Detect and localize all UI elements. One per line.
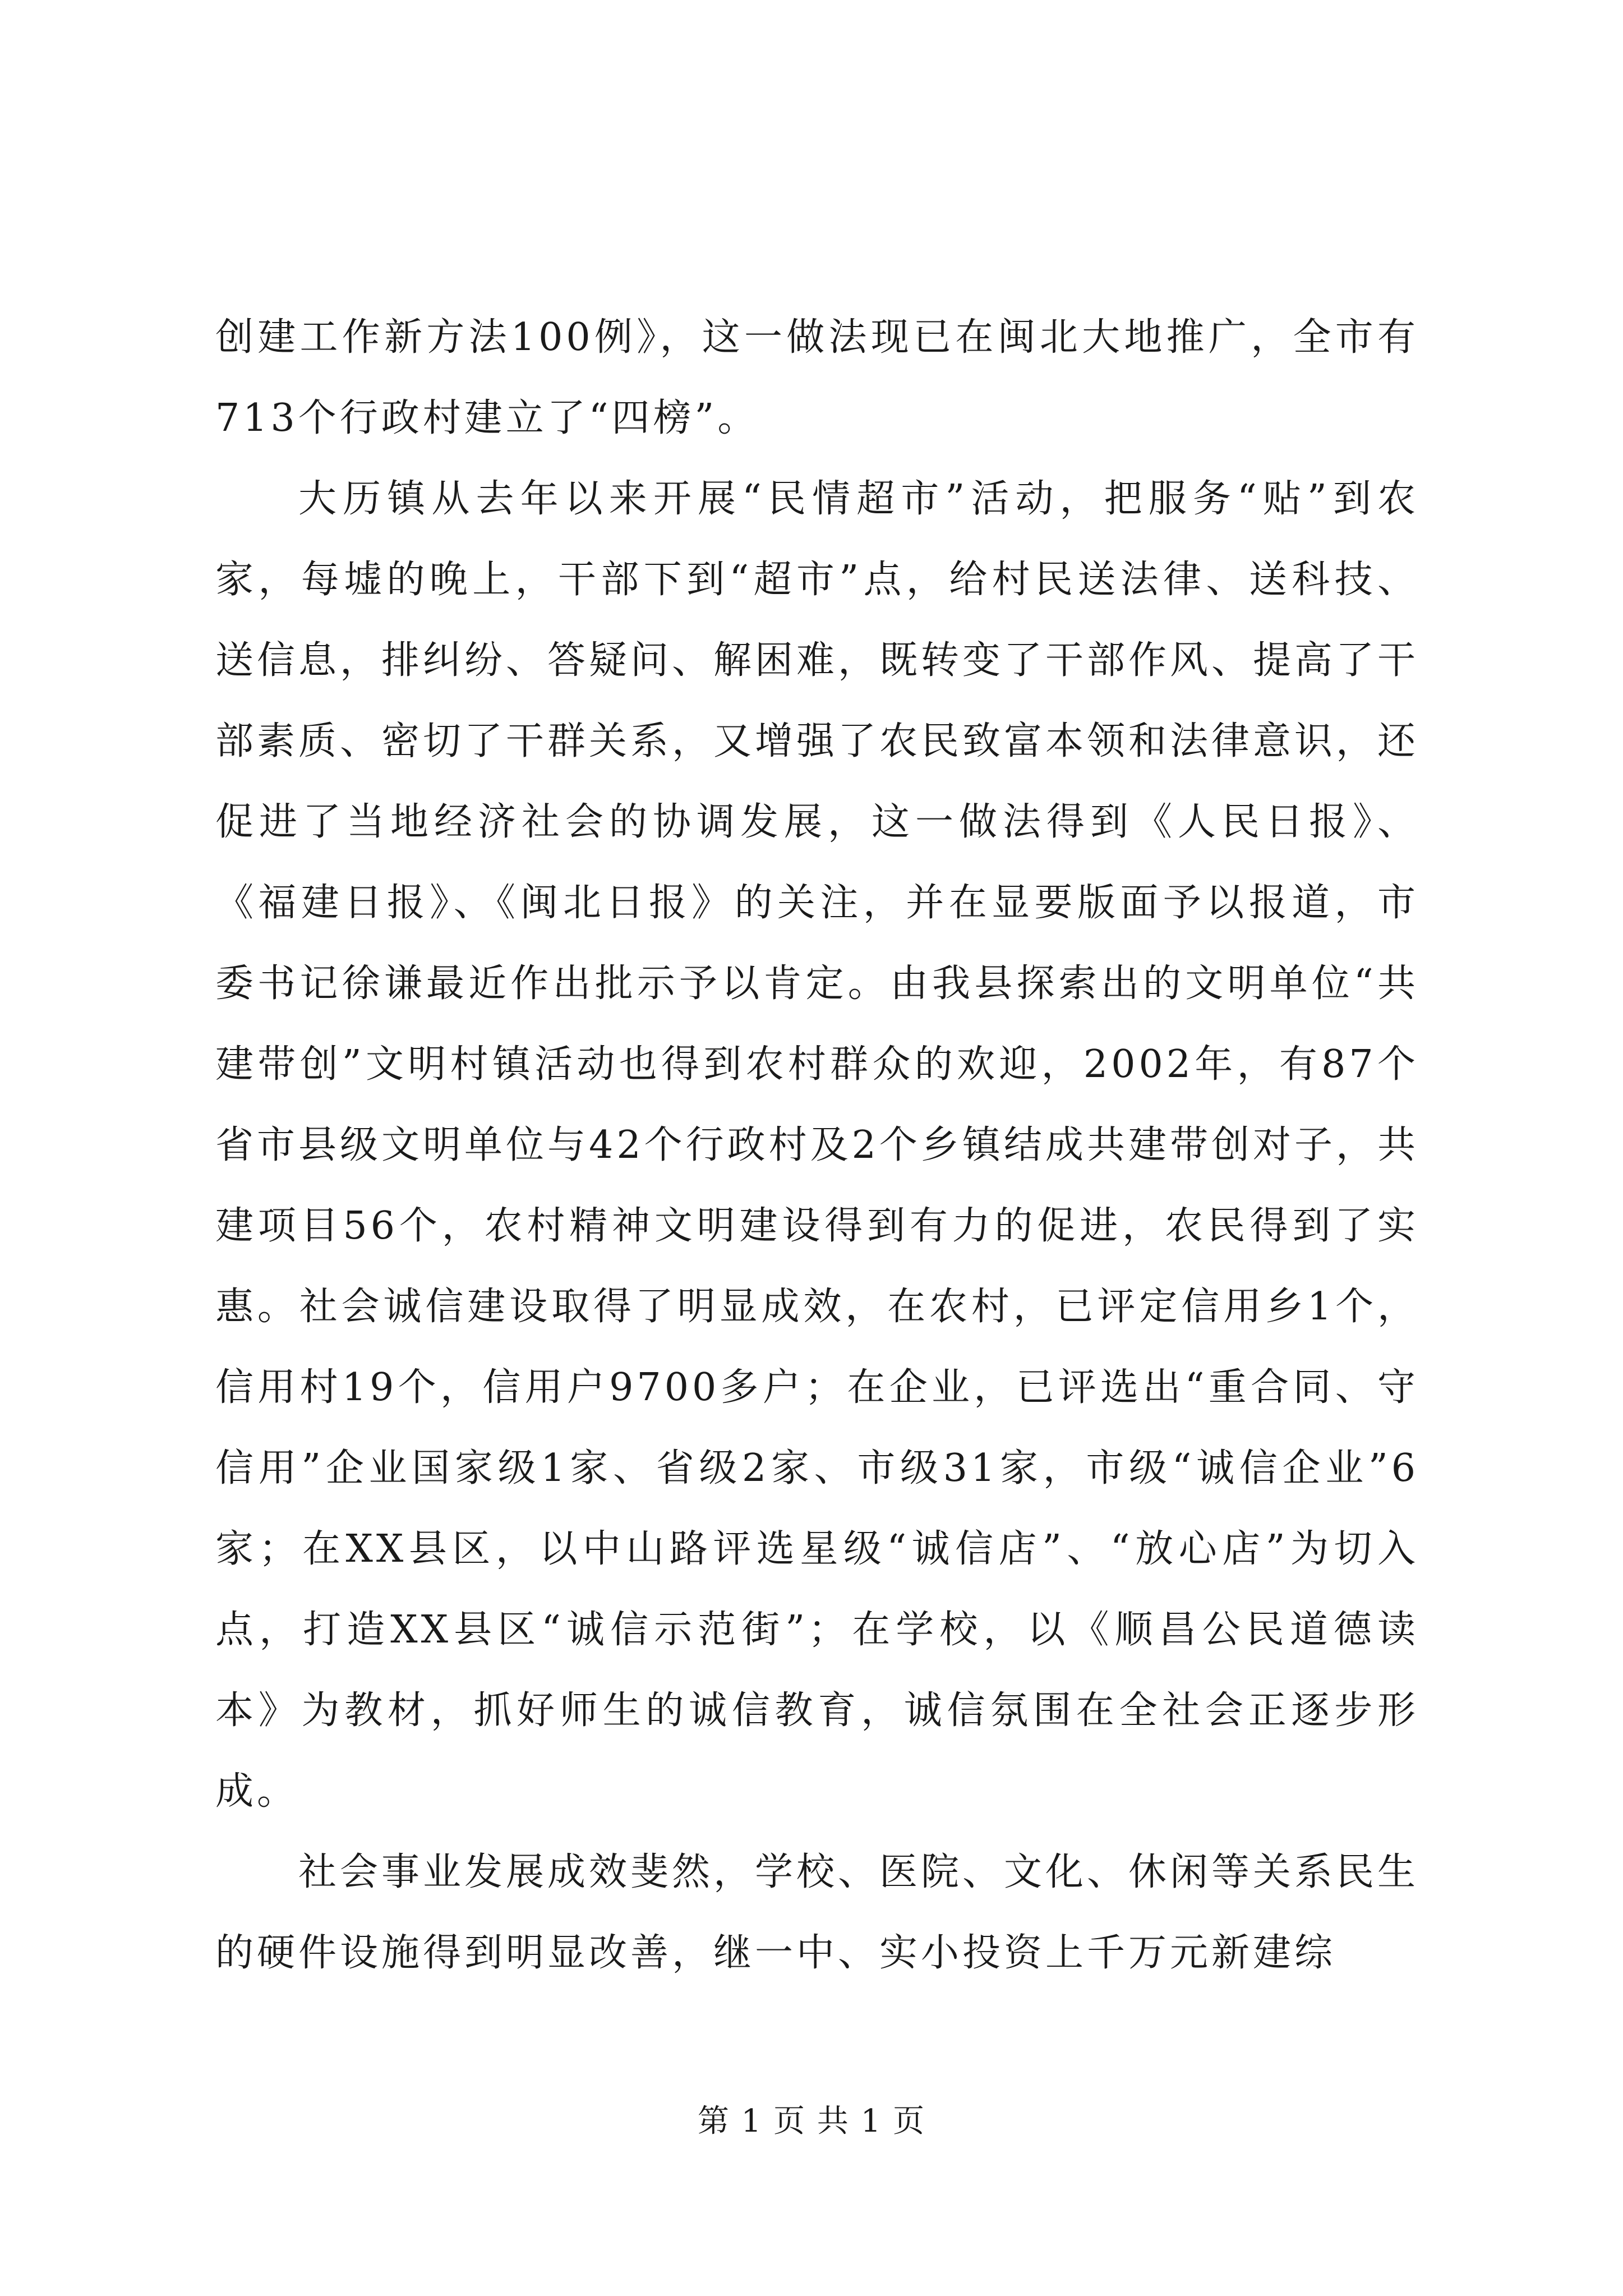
page-footer: 第 1 页 共 1 页 bbox=[697, 2103, 926, 2139]
document-body bbox=[215, 297, 1419, 1994]
paragraph-3: 社会事业发展成效斐然，学校、医院、文化、休闲等关系民生的硬件设施得到明显改善，继一中、实小投资上千万元新建综 bbox=[215, 1850, 1419, 1975]
paragraph-1: 创建工作新方法100例》，这一做法现已在闽北大地推广，全市有713个行政村建立了“四榜”。 bbox=[215, 315, 1419, 440]
paragraph-2: 大历镇从去年以来开展“民情超市”活动，把服务“贴”到农家，每墟的晚上，干部下到“超市”点，给村民送法律、送科技、送信息，排纠纷、答疑问、解困难，既转变了干部作风、提高了干部素质、密切了干群关系，又增强了农民致富本领和法律意识，还促进了当地经济社会的协调发展，这一做法得到《人民日报》、《福建日报》、《闽北日报》的关注，并在显要版面予以报道，市委书记徐谦最近作出批示予以肯定。由我县探索出的文明单位“共建带创”文明村镇活动也得到农村群众的欢迎，2002年，有87个省市县级文明单位与42个行政村及2个乡镇结成共建带创对子，共建项目56个，农村精神文明建设得到有力的促进，农民得到了实惠。社会诚信建设取得了明显成效，在农村，已评定信用乡1个，信用村19个，信用户9700多户；在企业，已评选出“重合同、守信用”企业国家级1家、省级2家、市级31家，市级“诚信企业”6家；在XX县区，以中山路评选星级“诚信店”、“放心店”为切入点，打造XX县区“诚信示范街”；在学校，以《顺昌公民道德读本》为教材，抓好师生的诚信教育，诚信氛围在全社会正逐步形成。 bbox=[215, 477, 1419, 1814]
